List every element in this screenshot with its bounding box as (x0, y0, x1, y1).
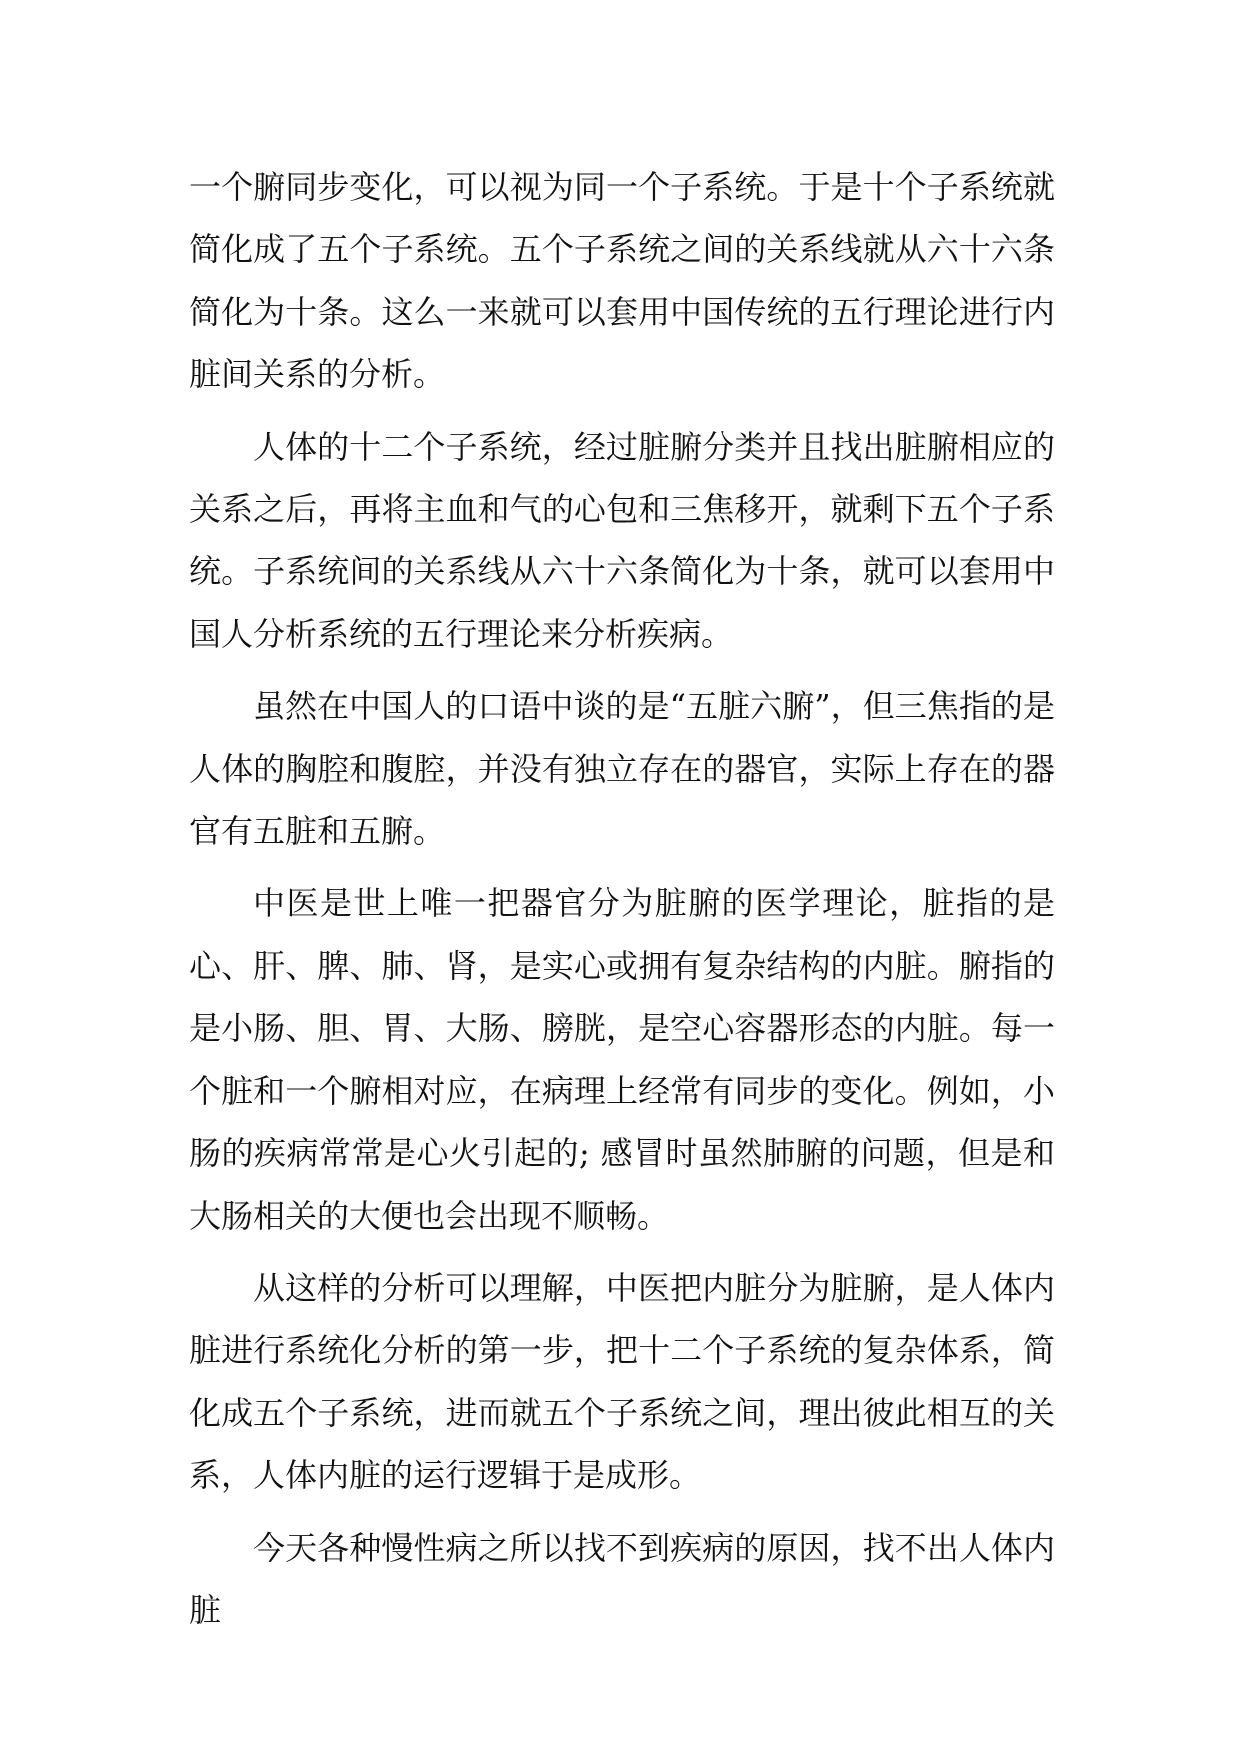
body-text (189, 156, 1055, 1651)
paragraph: 人体的十二个子系统，经过脏腑分类并且找出脏腑相应的关系之后，再将主血和气的心包和三焦移开，就剩下五个子系统。子系统间的关系线从六十六条简化为十条，就可以套用中国人分析系统的五行理论来分析疾病。 (189, 427, 1055, 653)
paragraph: 虽然在中国人的口语中谈的是“五脏六腑”，但三焦指的是人体的胸腔和腹腔，并没有独立存在的器官，实际上存在的器官有五脏和五腑。 (189, 687, 1055, 851)
paragraph: 从这样的分析可以理解，中医把内脏分为脏腑，是人体内脏进行系统化分析的第一步，把十二个子系统的复杂体系，简化成五个子系统，进而就五个子系统之间，理出彼此相互的关系，人体内脏的运行逻辑于是成形。 (189, 1268, 1055, 1495)
paragraph-continuation: 一个腑同步变化，可以视为同一个子系统。于是十个子系统就简化成了五个子系统。五个子系统之间的关系线就从六十六条简化为十条。这么一来就可以套用中国传统的五行理论进行内脏间关系的分析。 (189, 168, 1055, 394)
paragraph: 今天各种慢性病之所以找不到疾病的原因，找不出人体内脏 (189, 1528, 1055, 1629)
paragraph: 中医是世上唯一把器官分为脏腑的医学理论，脏指的是心、肝、脾、肺、肾，是实心或拥有复杂结构的内脏。腑指的是小肠、胆、胃、大肠、膀胱，是空心容器形态的内脏。每一个脏和一个腑相对应，在病理上经常有同步的变化。例如，小肠的疾病常常是心火引起的; 感冒时虽然肺腑的问题，但是和大肠相关的大便也会出现不顺畅。 (189, 884, 1055, 1235)
